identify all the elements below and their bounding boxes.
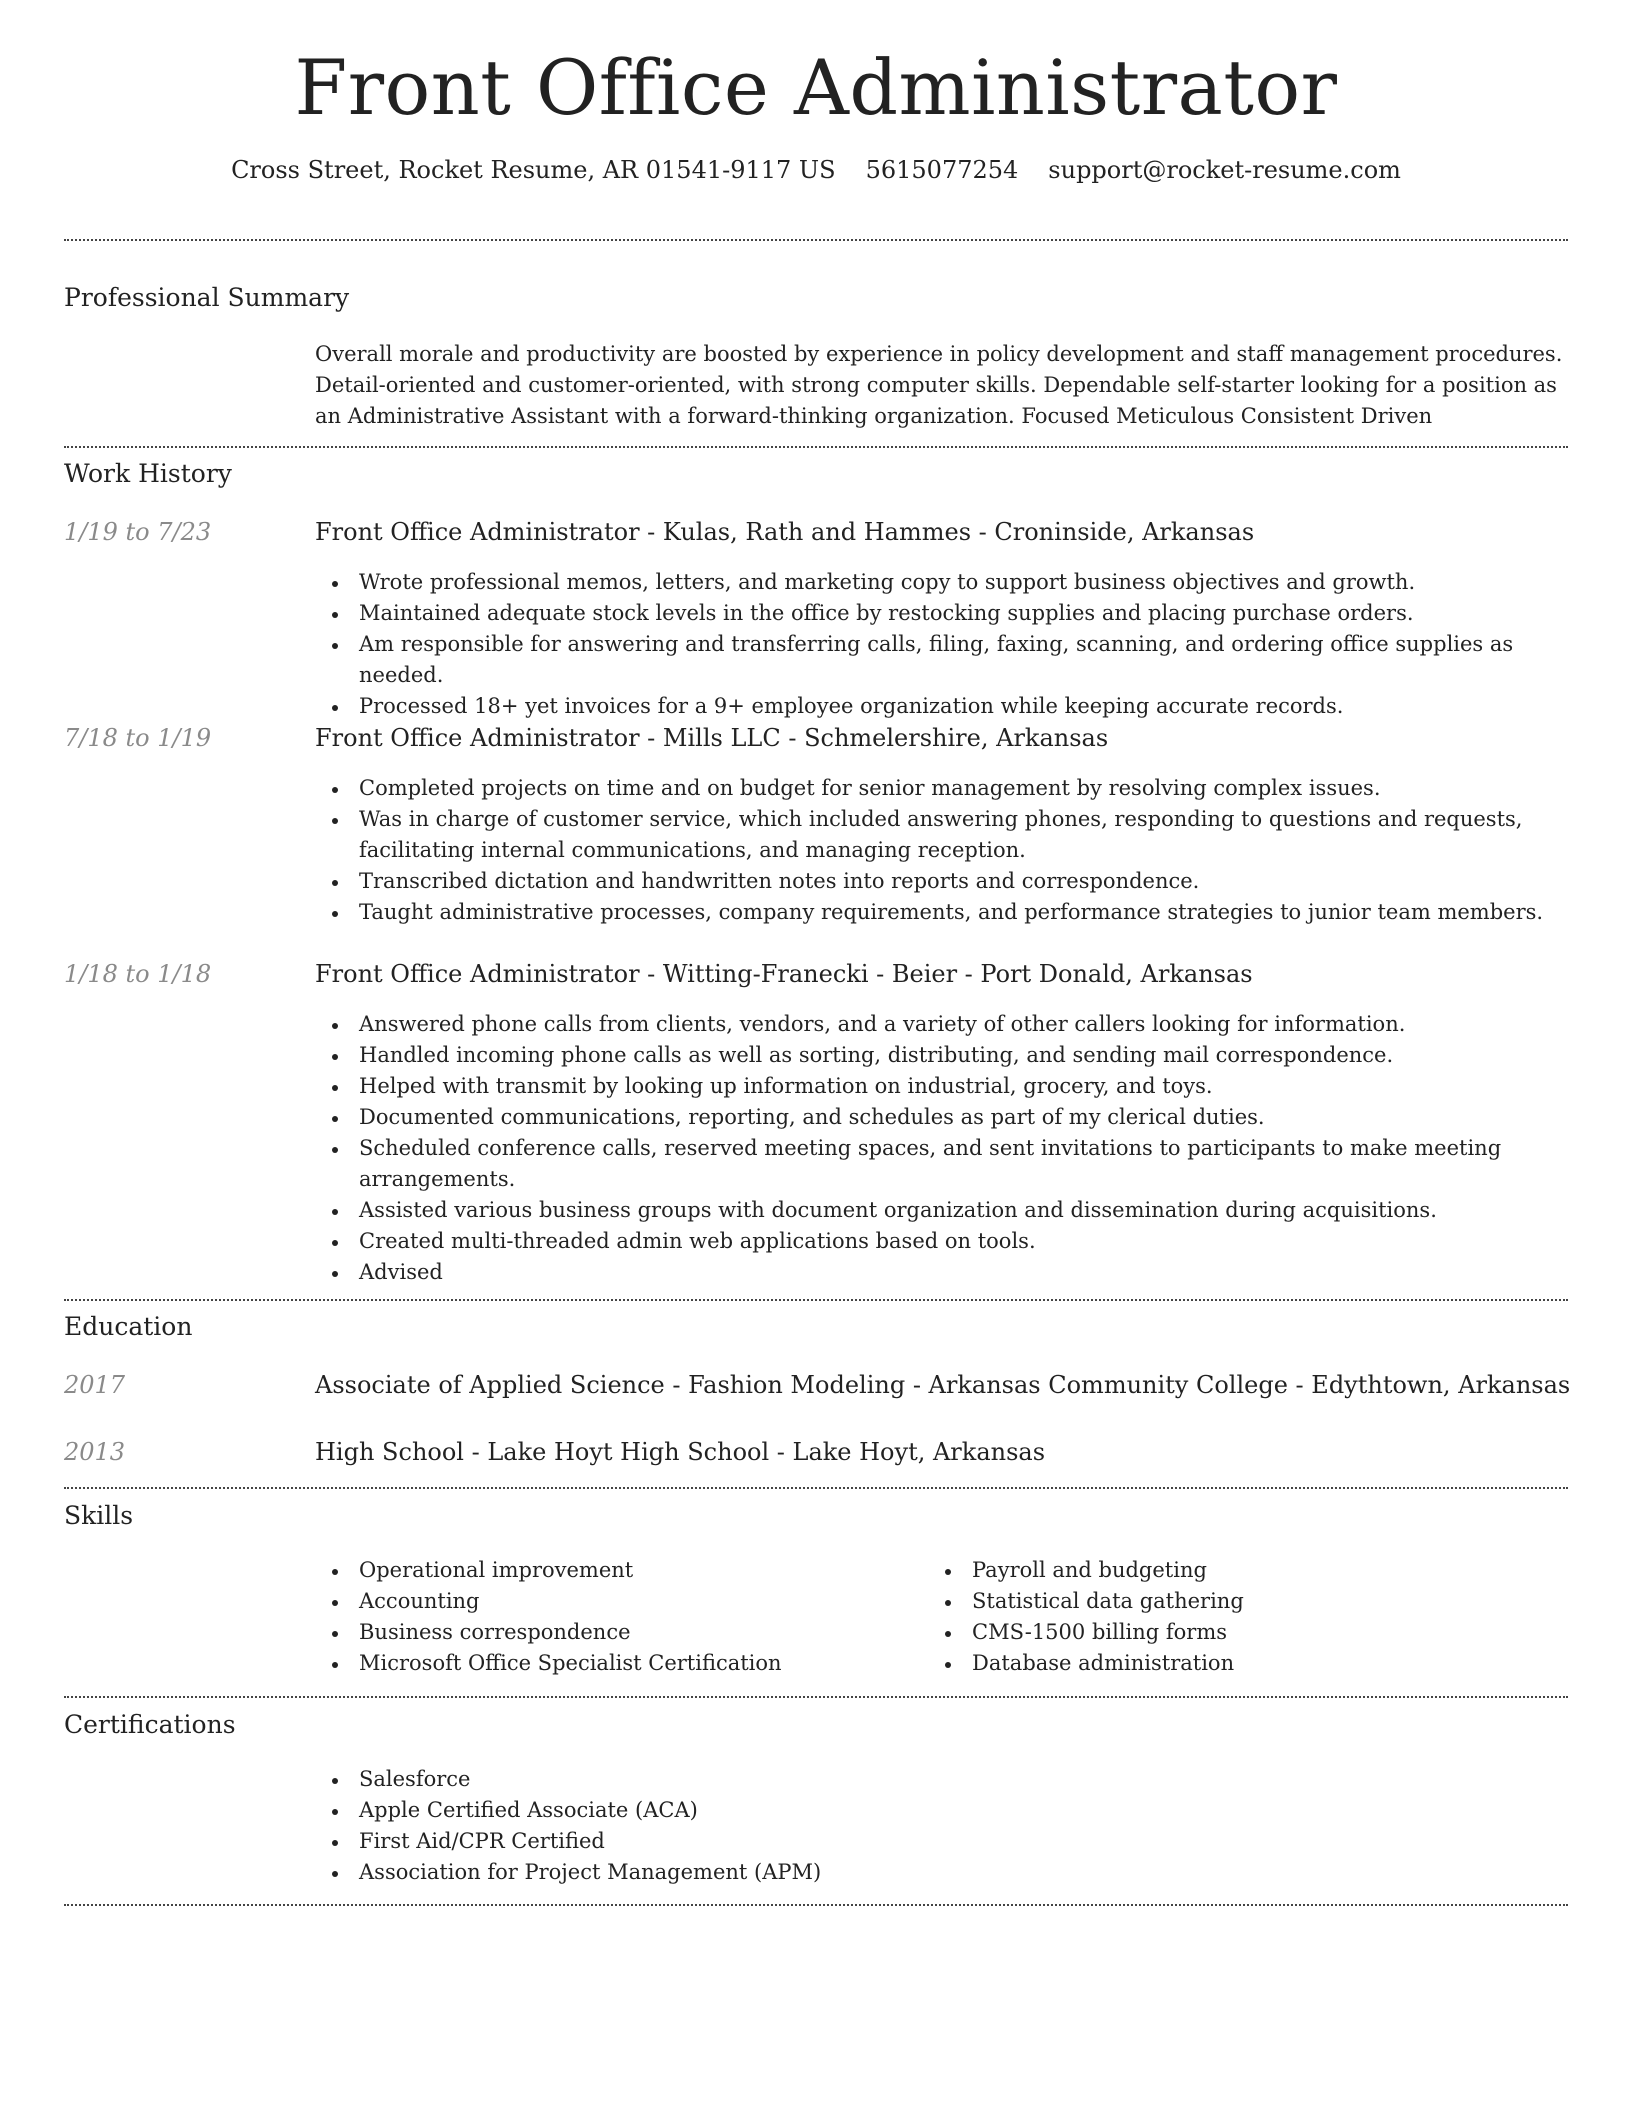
list-item: Operational improvement <box>315 1555 915 1586</box>
job-dates: 7/18 to 1/19 <box>64 724 212 752</box>
list-item: Processed 18+ yet invoices for a 9+ employee organization while keeping accurate records. <box>315 691 1568 722</box>
job-bullets <box>315 1009 1568 1288</box>
list-item: Maintained adequate stock levels in the office by restocking supplies and placing purchase orders. <box>315 598 1568 629</box>
list-item: Payroll and budgeting <box>928 1555 1528 1586</box>
list-item: Documented communications, reporting, and schedules as part of my clerical duties. <box>315 1102 1568 1133</box>
section-title-work-history: Work History <box>64 459 232 488</box>
list-item: Association for Project Management (APM) <box>315 1857 1568 1888</box>
list-item: Created multi-threaded admin web applications based on tools. <box>315 1226 1568 1257</box>
list-item: Am responsible for answering and transferring calls, filing, faxing, scanning, and ordering office supplies as needed. <box>315 629 1568 691</box>
list-item: Transcribed dictation and handwritten notes into reports and correspondence. <box>315 866 1568 897</box>
section-title-certifications: Certifications <box>64 1710 236 1739</box>
summary-text: Overall morale and productivity are boosted by experience in policy development and staff management procedures. Detail-oriented and customer-oriented, with strong computer skills. Dependable self-starter looking for a position as an Administrative Assistant with a forward-thinking organization. Focused Meticulous Consistent Driven <box>315 342 1563 428</box>
list-item: First Aid/CPR Certified <box>315 1826 1568 1857</box>
education-year: 2017 <box>64 1371 126 1399</box>
list-item: Statistical data gathering <box>928 1586 1528 1617</box>
list-item: CMS-1500 billing forms <box>928 1617 1528 1648</box>
certifications-list <box>315 1764 1568 1888</box>
email-address: support@rocket-resume.com <box>1048 156 1401 184</box>
job-dates: 1/19 to 7/23 <box>64 518 212 546</box>
list-item: Was in charge of customer service, which included answering phones, responding to questions and requests, facilitating internal communications, and managing reception. <box>315 804 1568 866</box>
section-divider <box>64 1904 1568 1906</box>
list-item: Handled incoming phone calls as well as sorting, distributing, and sending mail correspondence. <box>315 1040 1568 1071</box>
list-item: Apple Certified Associate (ACA) <box>315 1795 1568 1826</box>
list-item: Wrote professional memos, letters, and marketing copy to support business objectives and growth. <box>315 567 1568 598</box>
job-heading: Front Office Administrator - Mills LLC - Schmelershire, Arkansas <box>315 724 1109 752</box>
job-heading: Front Office Administrator - Witting-Franecki - Beier - Port Donald, Arkansas <box>315 960 1253 988</box>
job-bullets <box>315 773 1568 928</box>
list-item: Helped with transmit by looking up information on industrial, grocery, and toys. <box>315 1071 1568 1102</box>
list-item: Business correspondence <box>315 1617 915 1648</box>
list-item: Database administration <box>928 1648 1528 1679</box>
contact-line <box>64 156 1568 185</box>
education-heading: High School - Lake Hoyt High School - Lake Hoyt, Arkansas <box>315 1438 1046 1466</box>
section-divider <box>64 1299 1568 1301</box>
job-heading: Front Office Administrator - Kulas, Rath and Hammes - Croninside, Arkansas <box>315 518 1255 546</box>
skills-list-left <box>315 1555 915 1679</box>
education-heading: Associate of Applied Science - Fashion Modeling - Arkansas Community College - Edythtown, Arkansas <box>315 1371 1571 1399</box>
list-item: Microsoft Office Specialist Certification <box>315 1648 915 1679</box>
resume-header <box>64 43 1568 185</box>
list-item: Scheduled conference calls, reserved meeting spaces, and sent invitations to participants to make meeting arrangements. <box>315 1133 1568 1195</box>
section-divider <box>64 1696 1568 1698</box>
list-item: Answered phone calls from clients, vendors, and a variety of other callers looking for information. <box>315 1009 1568 1040</box>
job-dates: 1/18 to 1/18 <box>64 960 212 988</box>
list-item: Accounting <box>315 1586 915 1617</box>
phone-number: 5615077254 <box>865 156 1019 184</box>
job-bullets <box>315 567 1568 722</box>
section-divider <box>64 446 1568 448</box>
list-item: Completed projects on time and on budget for senior management by resolving complex issues. <box>315 773 1568 804</box>
section-divider <box>64 1487 1568 1489</box>
section-title-skills: Skills <box>64 1501 134 1530</box>
list-item: Advised <box>315 1257 1568 1288</box>
list-item: Salesforce <box>315 1764 1568 1795</box>
list-item: Assisted various business groups with document organization and dissemination during acquisitions. <box>315 1195 1568 1226</box>
skills-list-right <box>928 1555 1528 1679</box>
education-year: 2013 <box>64 1438 126 1466</box>
address: Cross Street, Rocket Resume, AR 01541-9117 US <box>231 156 836 184</box>
list-item: Taught administrative processes, company requirements, and performance strategies to junior team members. <box>315 897 1568 928</box>
candidate-name: Front Office Administrator <box>294 43 1338 132</box>
section-title-education: Education <box>64 1312 193 1341</box>
section-title-summary: Professional Summary <box>64 283 350 312</box>
section-divider <box>64 239 1568 241</box>
